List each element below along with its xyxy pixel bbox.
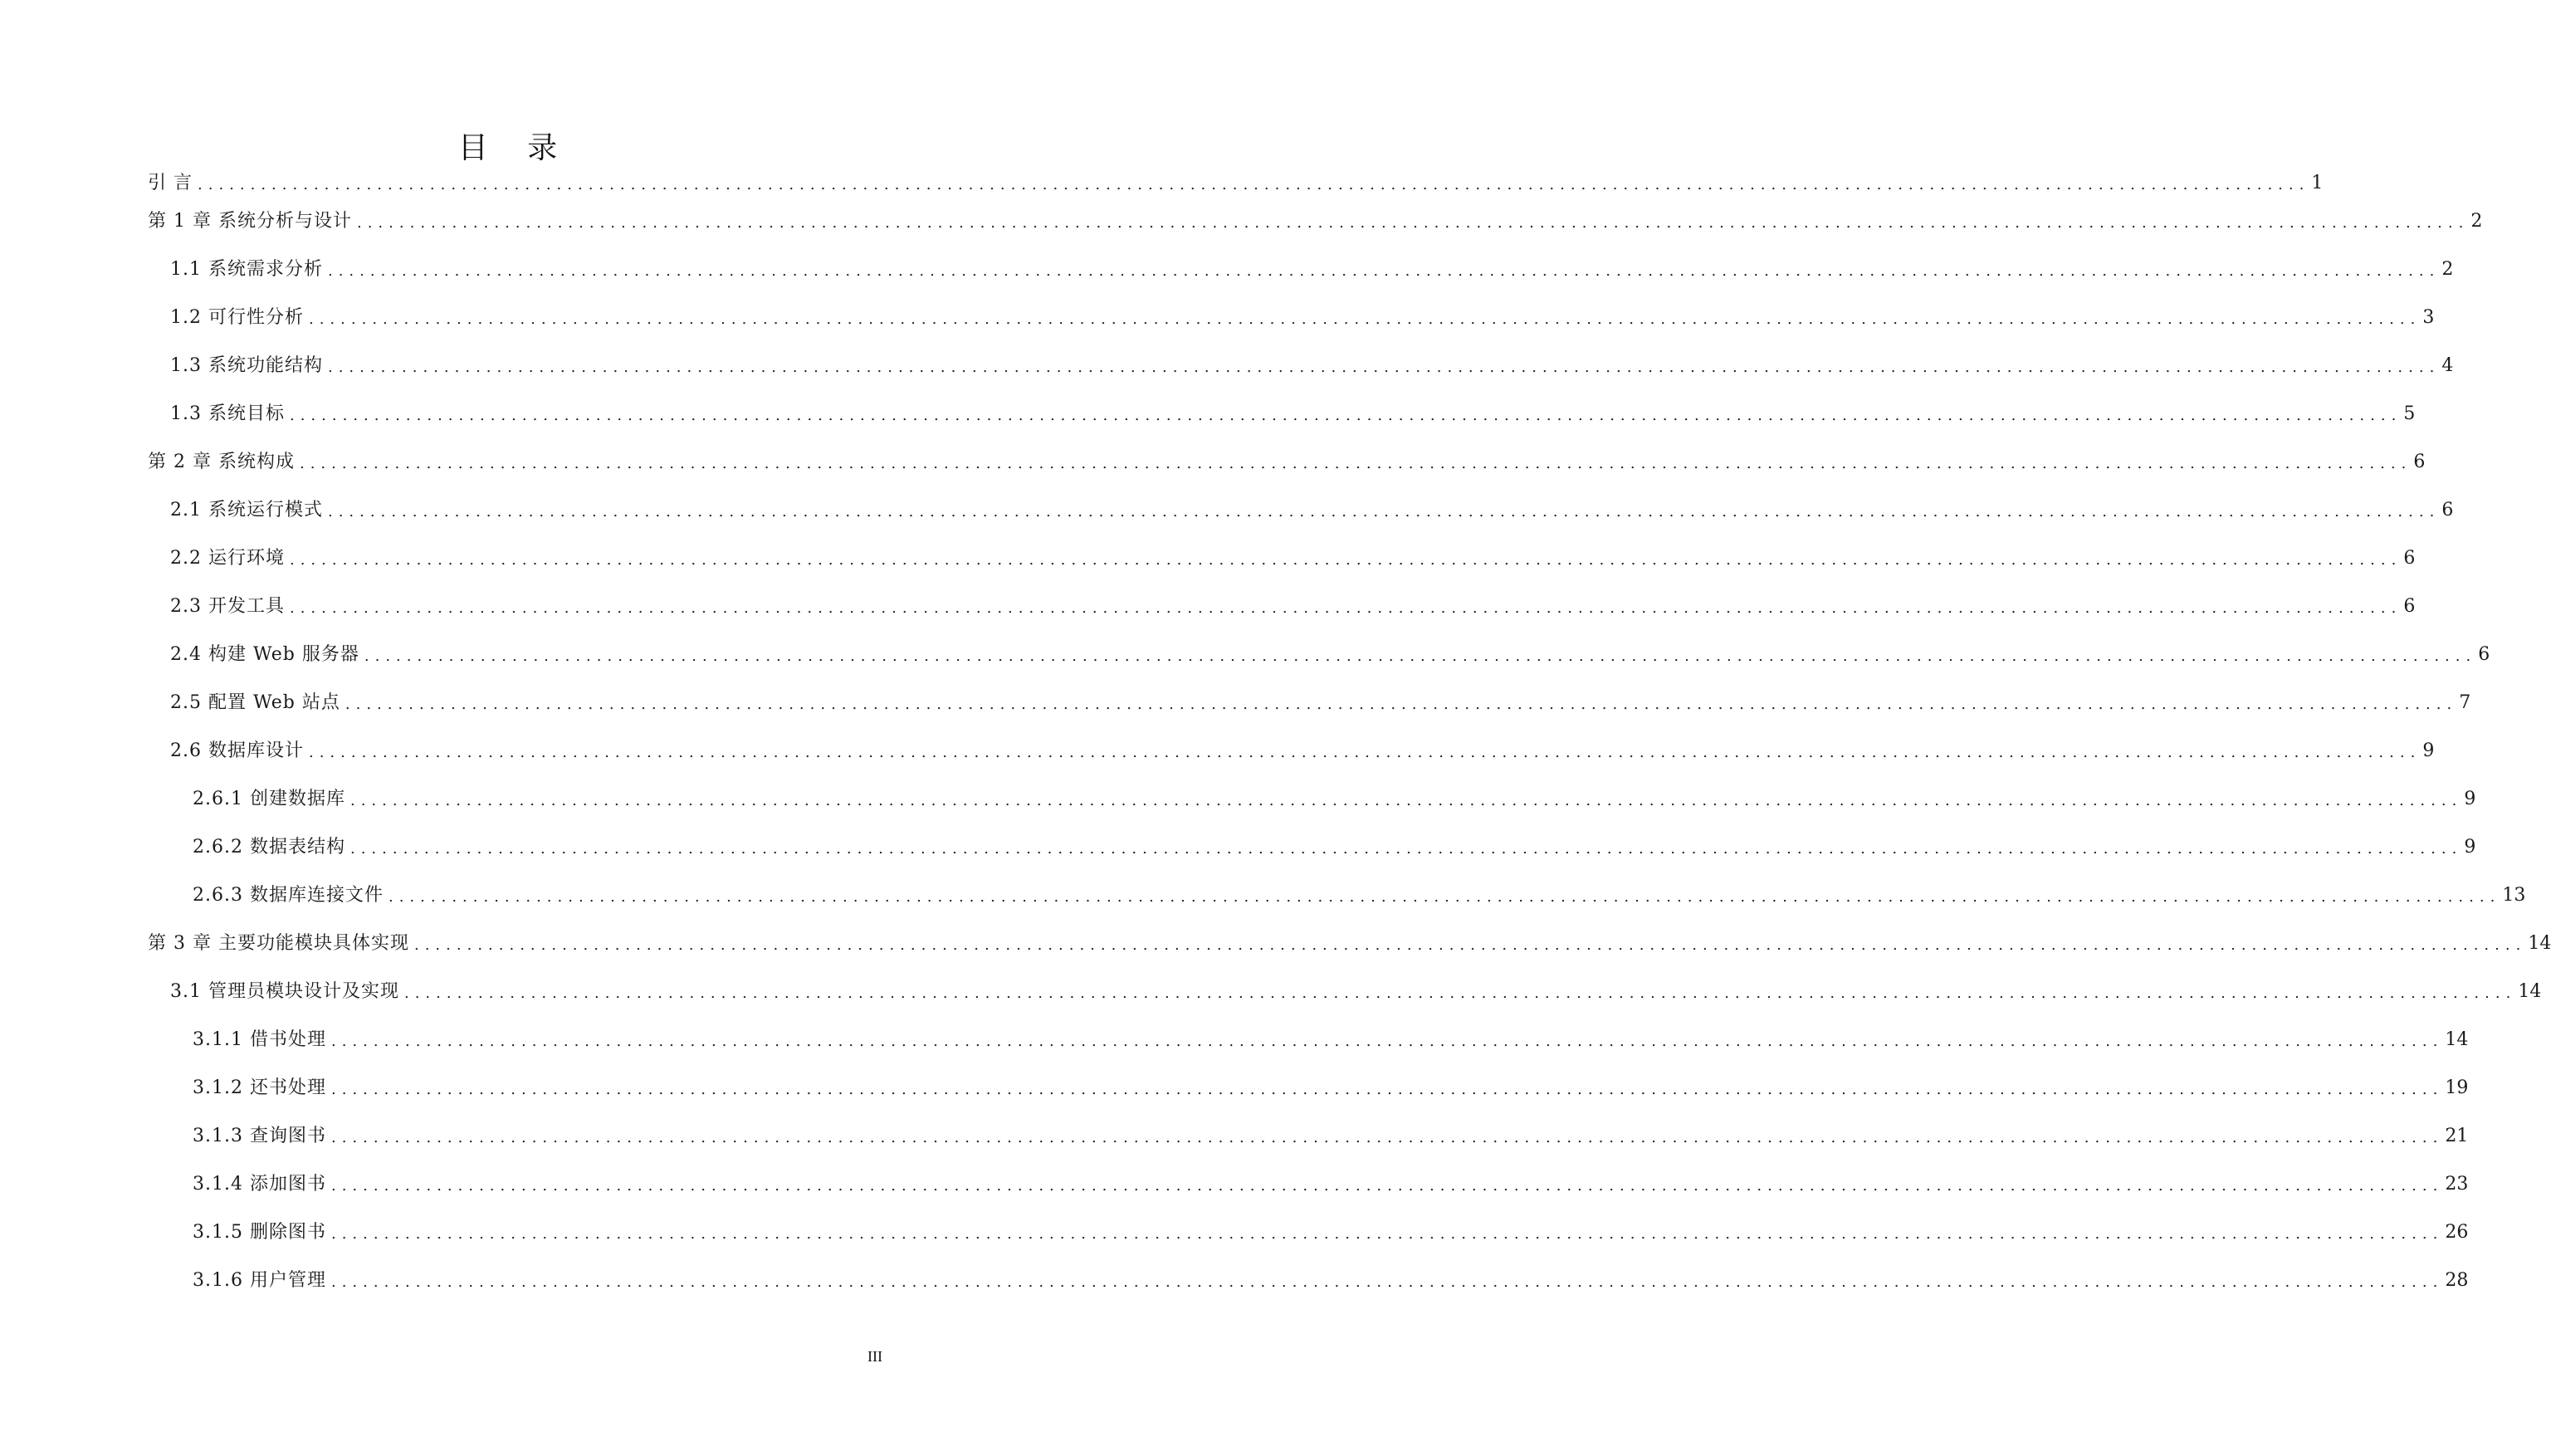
toc-entry-label: 1.3 系统功能结构 bbox=[170, 355, 323, 376]
toc-dot-leader: ........................................................................................................................................................................................................ bbox=[345, 696, 2458, 713]
toc-dot-leader: ........................................................................................................................................................................................................ bbox=[413, 936, 2527, 954]
toc-entry[interactable] bbox=[148, 171, 2324, 196]
toc-entry-label: 3.1.4 添加图书 bbox=[193, 1174, 326, 1195]
toc-entry-label: 第 2 章 系统构成 bbox=[148, 452, 295, 472]
toc-entry-page-number: 14 bbox=[2528, 933, 2551, 954]
toc-entry[interactable] bbox=[193, 1076, 2469, 1101]
toc-dot-leader: ........................................................................................................................................................................................................ bbox=[289, 551, 2402, 569]
toc-entry[interactable] bbox=[170, 498, 2454, 523]
toc-entry-page-number: 6 bbox=[2478, 644, 2490, 665]
toc-entry[interactable] bbox=[193, 883, 2526, 908]
toc-entry-label: 第 1 章 系统分析与设计 bbox=[148, 211, 352, 232]
toc-entry-page-number: 3 bbox=[2422, 307, 2435, 328]
toc-dot-leader: ........................................................................................................................................................................................................ bbox=[327, 359, 2441, 376]
toc-entry[interactable] bbox=[170, 980, 2542, 1004]
toc-dot-leader: ........................................................................................................................................................................................................ bbox=[327, 503, 2441, 520]
toc-entry-label: 3.1.2 还书处理 bbox=[193, 1077, 326, 1098]
toc-dot-leader: ........................................................................................................................................................................................................ bbox=[330, 1033, 2444, 1050]
toc-entry-label: 3.1 管理员模块设计及实现 bbox=[170, 981, 399, 1002]
toc-entry-label: 3.1.5 删除图书 bbox=[193, 1222, 326, 1243]
toc-entry[interactable] bbox=[193, 1220, 2469, 1245]
toc-entry-page-number: 21 bbox=[2445, 1126, 2469, 1146]
toc-dot-leader: ........................................................................................................................................................................................................ bbox=[349, 792, 2463, 809]
toc-entry-label: 2.3 开发工具 bbox=[170, 596, 285, 617]
toc-entry[interactable] bbox=[148, 450, 2426, 475]
toc-dot-leader: ........................................................................................................................................................................................................ bbox=[349, 840, 2463, 857]
toc-dot-leader: ........................................................................................................................................................................................................ bbox=[289, 407, 2402, 424]
toc-entry-label: 2.5 配置 Web 站点 bbox=[170, 692, 340, 713]
toc-dot-leader: ........................................................................................................................................................................................................ bbox=[330, 1177, 2444, 1195]
toc-entry[interactable] bbox=[193, 1028, 2469, 1053]
toc-dot-leader: ........................................................................................................................................................................................................ bbox=[289, 599, 2402, 617]
toc-entry-page-number: 6 bbox=[2441, 500, 2454, 520]
toc-entry-page-number: 9 bbox=[2464, 789, 2476, 809]
toc-entry-label: 1.3 系统目标 bbox=[170, 403, 285, 424]
toc-entry-page-number: 2 bbox=[2441, 259, 2454, 280]
toc-entry-page-number: 6 bbox=[2403, 548, 2416, 569]
toc-entry-label: 2.2 运行环境 bbox=[170, 548, 285, 569]
toc-dot-leader: ........................................................................................................................................................................................................ bbox=[388, 888, 2501, 906]
toc-entry-label: 2.6.2 数据表结构 bbox=[193, 837, 345, 857]
toc-entry[interactable] bbox=[148, 931, 2551, 956]
toc-entry-label: 3.1.3 查询图书 bbox=[193, 1126, 326, 1146]
toc-entry[interactable] bbox=[193, 787, 2476, 812]
toc-entry[interactable] bbox=[170, 642, 2490, 667]
toc-entry[interactable] bbox=[193, 1124, 2469, 1149]
toc-entry-page-number: 7 bbox=[2459, 692, 2471, 713]
toc-entry-label: 引 言 bbox=[148, 173, 193, 193]
toc-dot-leader: ........................................................................................................................................................................................................ bbox=[330, 1129, 2444, 1146]
toc-entry-page-number: 6 bbox=[2403, 596, 2416, 617]
toc-entry[interactable] bbox=[170, 354, 2454, 379]
toc-entry-page-number: 14 bbox=[2518, 981, 2542, 1002]
toc-entry-label: 2.1 系统运行模式 bbox=[170, 500, 323, 520]
toc-entry[interactable] bbox=[170, 739, 2435, 764]
toc-dot-leader: ........................................................................................................................................................................................................ bbox=[198, 176, 2310, 193]
toc-dot-leader: ........................................................................................................................................................................................................ bbox=[356, 214, 2470, 232]
toc-dot-leader: ........................................................................................................................................................................................................ bbox=[308, 310, 2421, 328]
toc-dot-leader: ........................................................................................................................................................................................................ bbox=[330, 1273, 2444, 1291]
toc-entry-label: 2.6.3 数据库连接文件 bbox=[193, 885, 384, 906]
toc-dot-leader: ........................................................................................................................................................................................................ bbox=[330, 1081, 2444, 1098]
toc-entry-page-number: 9 bbox=[2464, 837, 2476, 857]
toc-entry-label: 3.1.1 借书处理 bbox=[193, 1029, 326, 1050]
toc-dot-leader: ........................................................................................................................................................................................................ bbox=[403, 985, 2517, 1002]
toc-entry-label: 2.6 数据库设计 bbox=[170, 740, 304, 761]
toc-entry-label: 1.1 系统需求分析 bbox=[170, 259, 323, 280]
toc-entry-label: 2.6.1 创建数据库 bbox=[193, 789, 345, 809]
toc-entry-label: 第 3 章 主要功能模块具体实现 bbox=[148, 933, 409, 954]
toc-entry-page-number: 2 bbox=[2470, 211, 2483, 232]
toc-entry-page-number: 13 bbox=[2502, 885, 2526, 906]
footer-page-number: III bbox=[867, 1348, 882, 1365]
toc-entry[interactable] bbox=[193, 835, 2476, 860]
toc-entry-page-number: 23 bbox=[2445, 1174, 2469, 1195]
toc-entry-page-number: 14 bbox=[2445, 1029, 2469, 1050]
toc-dot-leader: ........................................................................................................................................................................................................ bbox=[308, 744, 2421, 761]
toc-entry[interactable] bbox=[193, 1268, 2469, 1293]
toc-entry-page-number: 28 bbox=[2445, 1270, 2469, 1291]
toc-entry[interactable] bbox=[170, 546, 2416, 571]
toc-entry[interactable] bbox=[170, 257, 2454, 282]
toc-entry-page-number: 19 bbox=[2445, 1077, 2469, 1098]
toc-entry[interactable] bbox=[170, 691, 2471, 716]
toc-dot-leader: ........................................................................................................................................................................................................ bbox=[330, 1225, 2444, 1243]
toc-dot-leader: ........................................................................................................................................................................................................ bbox=[364, 647, 2477, 665]
toc-entry[interactable] bbox=[170, 305, 2435, 330]
toc-title: 目 录 bbox=[457, 131, 573, 165]
toc-entry-label: 3.1.6 用户管理 bbox=[193, 1270, 326, 1291]
toc-dot-leader: ........................................................................................................................................................................................................ bbox=[299, 455, 2412, 472]
toc-entry-label: 2.4 构建 Web 服务器 bbox=[170, 644, 359, 665]
toc-entry-page-number: 5 bbox=[2403, 403, 2416, 424]
toc-entry-page-number: 1 bbox=[2311, 173, 2324, 193]
toc-dot-leader: ........................................................................................................................................................................................................ bbox=[327, 262, 2441, 280]
toc-entry[interactable] bbox=[170, 402, 2416, 427]
toc-entry-page-number: 26 bbox=[2445, 1222, 2469, 1243]
toc-entry-page-number: 9 bbox=[2422, 740, 2435, 761]
toc-entry[interactable] bbox=[170, 594, 2416, 619]
toc-entry[interactable] bbox=[193, 1172, 2469, 1197]
toc-entry-page-number: 4 bbox=[2441, 355, 2454, 376]
toc-entry-label: 1.2 可行性分析 bbox=[170, 307, 304, 328]
toc-entry-page-number: 6 bbox=[2413, 452, 2426, 472]
toc-entry[interactable] bbox=[148, 209, 2483, 234]
